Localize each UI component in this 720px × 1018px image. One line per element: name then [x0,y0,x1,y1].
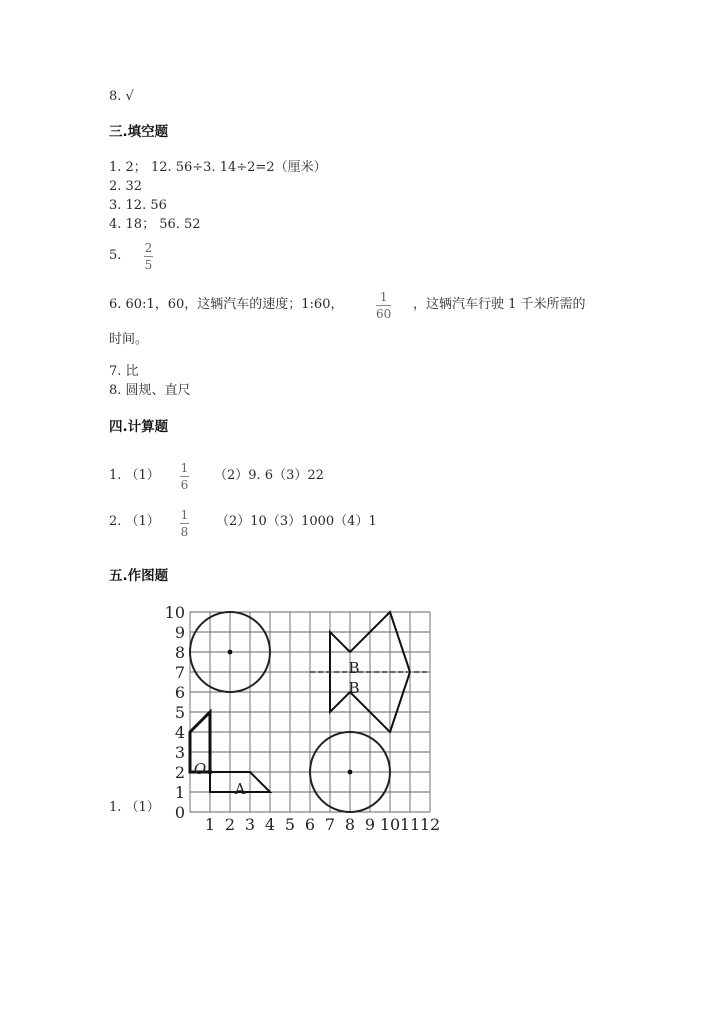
center-dot-lower [348,770,353,775]
x-tick-label: 5 [284,815,296,834]
x-tick-label: 3 [244,815,256,834]
fraction-bar [144,256,153,257]
y-tick-label: 5 [174,703,185,722]
label-o: O [193,760,207,778]
fill-answer-6-part2: ，这辆汽车行驶 1 千米所需的 [413,297,586,312]
fill-answer-2: 2. 32 [109,179,143,194]
coordinate-grid-figure [150,598,450,843]
fraction-denominator: 8 [180,525,189,539]
label-b-lower: B [348,679,360,697]
fill-answer-3: 3. 12. 56 [109,198,167,213]
fraction-bar [376,305,391,306]
label-b-upper: B [348,659,360,677]
fraction-numerator: 1 [379,290,388,304]
fill-answer-7: 7. 比 [109,364,139,379]
calc-answer-2-label: 2. （1） [109,514,160,529]
fill-answer-6-part1: 6. 60:1，60，这辆汽车的速度；1:60， [109,297,344,312]
fraction-bar [180,476,189,477]
y-tick-label: 4 [174,723,185,742]
fraction-1-60 [376,290,391,321]
point-o [208,770,213,775]
x-tick-label: 8 [344,815,356,834]
y-tick-label: 2 [174,763,185,782]
x-tick-label: 12 [419,815,441,834]
fill-answer-1: 1. 2； 12. 56÷3. 14÷2=2（厘米） [109,160,327,175]
center-dot-upper [228,650,233,655]
y-tick-label: 8 [174,643,185,662]
fraction-denominator: 60 [376,307,392,321]
section-heading-calculation: 四.计算题 [109,419,169,435]
fraction-2-5 [144,241,153,272]
y-tick-label: 6 [174,683,185,702]
y-tick-label: 10 [164,603,185,622]
judge-answer-8: 8. √ [109,89,134,104]
x-tick-label: 1 [204,815,216,834]
grid-lines [190,612,430,812]
fraction-denominator: 5 [144,258,153,272]
calc-answer-2-rest: （2）10（3）1000（4）1 [216,514,377,529]
x-tick-label: 4 [264,815,276,834]
x-tick-label: 10 [379,815,401,834]
fill-answer-8: 8. 圆规、直尺 [109,383,191,398]
x-tick-label: 6 [304,815,316,834]
y-tick-label: 9 [174,623,185,642]
x-tick-label: 7 [324,815,336,834]
fill-answer-4: 4. 18； 56. 52 [109,217,201,232]
y-tick-label: 7 [174,663,185,682]
y-tick-label: 0 [174,803,185,822]
figure-labels [194,659,360,798]
x-axis-labels [205,815,440,834]
calc-answer-1-label: 1. （1） [109,468,160,483]
y-tick-label: 1 [174,783,185,802]
y-tick-label: 3 [174,743,185,762]
x-tick-label: 11 [399,815,421,834]
fill-answer-5-label: 5. [109,248,122,263]
fraction-numerator: 2 [144,241,153,255]
fraction-numerator: 1 [180,508,189,522]
fill-answer-6-continuation: 时间。 [109,332,149,347]
fraction-1-8 [180,508,189,539]
fraction-numerator: 1 [180,461,189,475]
section-heading-drawing: 五.作图题 [109,568,169,584]
fraction-1-6 [180,461,189,492]
calc-answer-1-rest: （2）9. 6（3）22 [214,468,324,483]
label-a: A [234,780,246,798]
section-heading-fill-blank: 三.填空题 [109,124,169,140]
x-tick-label: 9 [364,815,376,834]
y-axis-labels [165,603,185,822]
fraction-bar [180,523,189,524]
fraction-denominator: 6 [180,478,189,492]
drawing-answer-1-label: 1. （1） [109,800,160,815]
x-tick-label: 2 [224,815,236,834]
